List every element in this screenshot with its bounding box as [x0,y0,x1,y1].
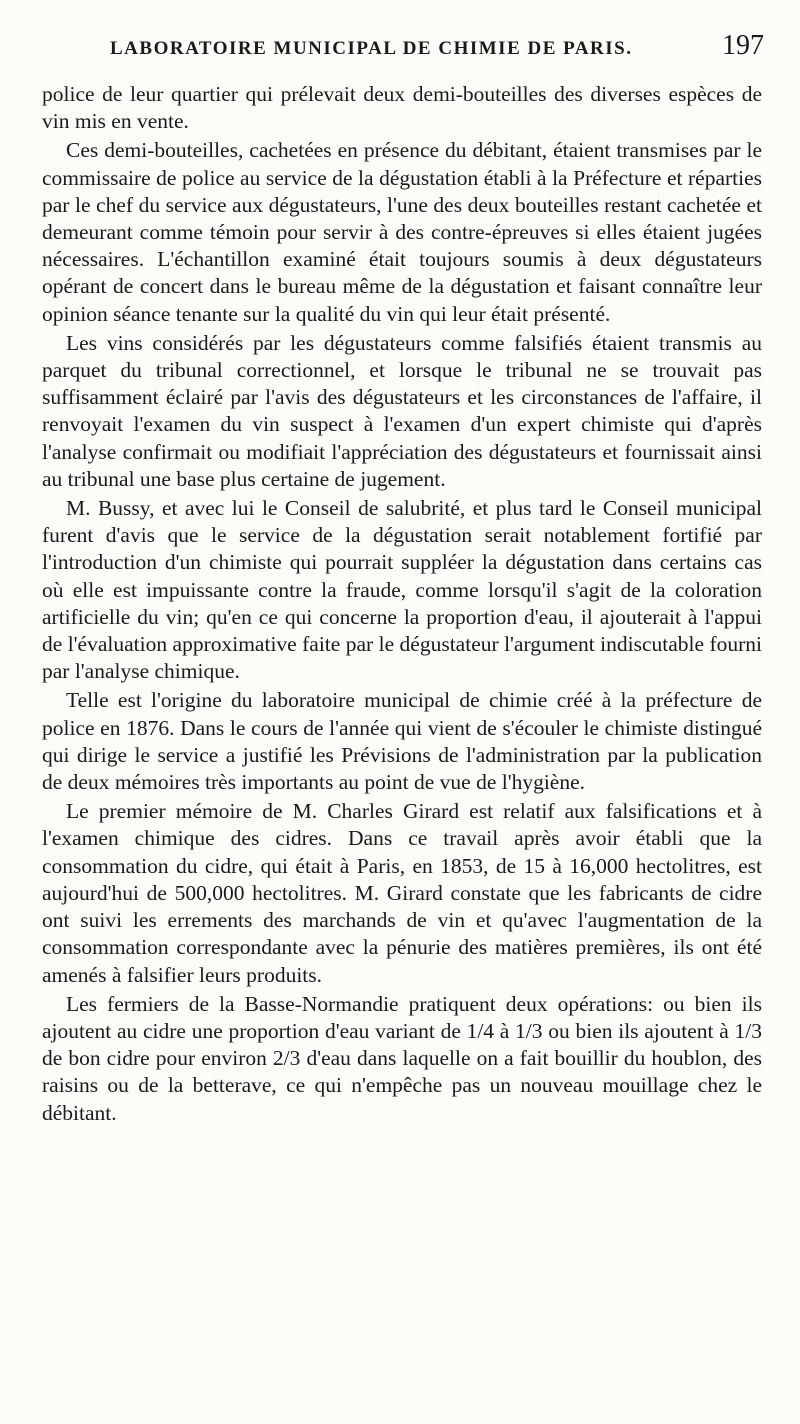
page-header [110,30,764,70]
body-text [42,81,762,1127]
paragraph: Les fermiers de la Basse-Normandie pratiquent deux opérations: ou bien ils ajoutent au cidre une proportion d'eau variant de 1/4 à 1/3 ou bien ils ajoutent à 1/3 de bon cidre pour environ 2/3 d'eau dans laquelle on a fait bouillir du houblon, des raisins ou de la betterave, ce qui n'empêche pas un nouveau mouillage chez le débitant. [42,991,762,1125]
paragraph: M. Bussy, et avec lui le Conseil de salubrité, et plus tard le Conseil municipal furent d'avis que le service de la dégustation serait notablement fortifié par l'introduction d'un chimiste qui pourrait suppléer la dégustation dans certains cas où elle est impuissante contre la fraude, comme lorsqu'il s'agit de la coloration artificielle du vin; qu'en ce qui concerne la proportion d'eau, il ajouterait à l'appui de l'évaluation approximative faite par le dégustateur l'argument indiscutable fourni par l'analyse chimique. [42,496,762,684]
paragraph: police de leur quartier qui prélevait deux demi-bouteilles des diverses espèces de vin mis en vente. [42,82,762,134]
paragraph: Telle est l'origine du laboratoire municipal de chimie créé à la préfecture de police en 1876. Dans le cours de l'année qui vient de s'écouler le chimiste distingué qui dirige le service a justifié les Prévisions de l'administration par la publication de deux mémoires très importants au point de vue de l'hygiène. [42,688,762,795]
paragraph: Les vins considérés par les dégustateurs comme falsifiés étaient transmis au parquet du tribunal correctionnel, et lorsque le tribunal ne se trouvait pas suffisamment éclairé par l'avis des dégustateurs et les circonstances de l'affaire, il renvoyait l'examen du vin suspect à l'examen d'un expert chimiste qui d'après l'analyse confirmait ou modifiait l'appréciation des dégustateurs et fournissait ainsi au tribunal une base plus certaine de jugement. [42,330,762,491]
page-number: 197 [722,30,764,61]
paragraph: Ces demi-bouteilles, cachetées en présence du débitant, étaient transmises par le commissaire de police au service de la dégustation établi à la Préfecture et réparties par le chef du service aux dégustateurs, l'une des deux bouteilles restant cachetée et demeurant comme témoin pour servir à des contre-épreuves si elles étaient jugées nécessaires. L'échantillon examiné était toujours soumis à deux dégustateurs opérant de concert dans le bureau même de la dégustation et faisant connaître leur opinion séance tenante sur la qualité du vin qui leur était présenté. [42,138,762,326]
running-title: LABORATOIRE MUNICIPAL DE CHIMIE DE PARIS. [110,38,633,59]
paragraph: Le premier mémoire de M. Charles Girard est relatif aux falsifications et à l'examen chimique des cidres. Dans ce travail après avoir établi que la consommation du cidre, qui était à Paris, en 1853, de 15 à 16,000 hectolitres, est aujourd'hui de 500,000 hectolitres. M. Girard constate que les fabricants de cidre ont suivi les errements des marchands de vin et qu'avec l'augmentation de la consommation correspondante avec la pénurie des matières premières, ils ont été amenés à falsifier leurs produits. [42,799,762,987]
